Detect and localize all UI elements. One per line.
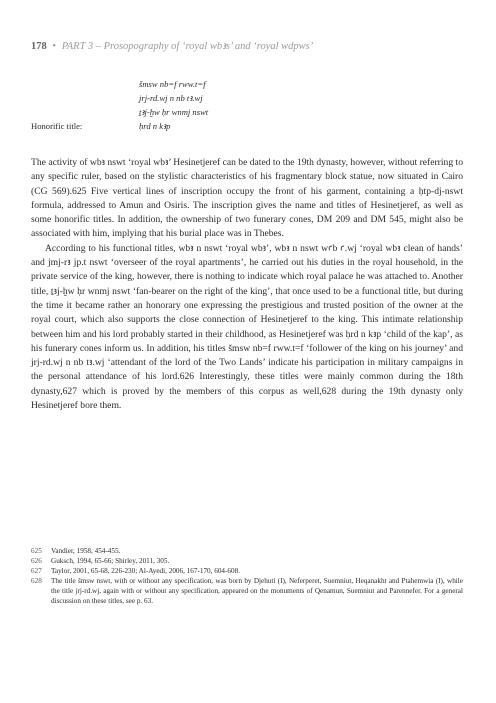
footnote-text: Vandier, 1958, 454-455. — [51, 547, 121, 555]
footnotes — [31, 546, 463, 606]
footnote-text: Guksch, 1994, 65-66; Shirley, 2011, 305. — [51, 557, 170, 565]
title-row — [31, 91, 208, 105]
running-header — [31, 40, 313, 52]
body-text — [31, 156, 463, 413]
footnote-text: Taylor, 2001, 65-68, 226-230; Al-Ayedi, 2006, 167-170, 604-608. — [51, 567, 240, 575]
header-separator: • — [52, 41, 57, 52]
title-row — [31, 119, 208, 133]
footnote — [31, 576, 463, 606]
footnote-number: 627 — [31, 567, 42, 575]
footnote-text: The title šmsw nswt, with or without any specification, was born by Djehuti (I), Neferperet, Suemniut, Heqanakht and Ptahemwia (I), while the title jrj-rd.wj, again with or without any specification, appeared on the monuments of Qenamun, Suemniut and Parennefer. For a general discussion on these titles, see p. 63. — [51, 577, 463, 605]
footnote-number: 628 — [31, 577, 42, 585]
footnote — [31, 546, 463, 556]
footnote-number: 626 — [31, 557, 42, 565]
footnote-number: 625 — [31, 547, 42, 555]
footnote — [31, 556, 463, 566]
paragraph: The activity of wbꜣ nswt ‘royal wbꜣ’ Hesinetjeref can be dated to the 19th dynasty, however, without referring to any specific ruler, based on the stylistic characteristics of his fragmentary block statue, now situated in Cairo (CG 569).625 Five vertical lines of inscription occupy the front of his garment, containing a ḥtp-dj-nswt formula, addressed to Amun and Osiris. The inscription gives the name and titles of Hesinetjeref, as well as some honorific titles. In addition, the ownership of two funerary cones, DM 209 and DM 545, might also be associated with him, implying that his burial place was in Thebes. — [31, 157, 463, 240]
title-label — [31, 105, 139, 119]
title-label — [31, 77, 139, 91]
title-value: jrj-rd.wj n nb tꜣ.wj — [139, 93, 203, 103]
title-row — [31, 105, 208, 119]
footnote — [31, 566, 463, 576]
title-value: šmsw nb=f rww.t=f — [139, 79, 206, 89]
honorific-title-label: Honorific title: — [31, 121, 83, 131]
paragraph: According to his functional titles, wbꜣ n nswt ‘royal wbꜣ’, wbꜣ n nswt wꜥb ꜥ.wj ‘royal wbꜣ clean of hands’ and jmj-rꜣ jp.t nswt ‘overseer of the royal apartments’, he carried out his duties in the royal household, in the private service of the king, however, there is nothing to indicate which royal palace he was attached to. Another title, ṯꜣj-ḫw ḥr wnmj nswt ‘fan-bearer on the right of the king’, that once used to be a functional title, but during the time it became rather an honorary one expressing the prestigious and trusted position of the owner at the royal court, which also supports the close connection of Hesinetjeref to the king. This intimate relationship between him and his lord probably started in their childhood, as Hesinetjeref was ḥrd n kꜣp ‘child of the kap’, as his funerary cones inform us. In addition, his titles šmsw nb=f rww.t=f ‘follower of the king on his journey’ and jrj-rd.wj n nb tꜣ.wj ‘attendant of the lord of the Two Lands’ indicate his participation in military campaigns in the personal attendance of his lord.626 Interestingly, these titles were mainly common during the 18th dynasty,627 which is proved by the members of this corpus as well,628 during the 19th dynasty only Hesinetjeref bore them. — [31, 242, 463, 412]
running-title: PART 3 – Prosopography of ‘royal wbꜣs’ and ‘royal wdpws’ — [61, 41, 314, 52]
honorific-title-value: ḥrd n kꜣp — [139, 121, 171, 131]
title-label — [31, 91, 139, 105]
page-number: 178 — [31, 41, 47, 52]
titles-list — [31, 77, 208, 133]
title-row — [31, 77, 208, 91]
title-value: ṯꜣj-ḫw ḥr wnmj nswt — [139, 107, 209, 117]
